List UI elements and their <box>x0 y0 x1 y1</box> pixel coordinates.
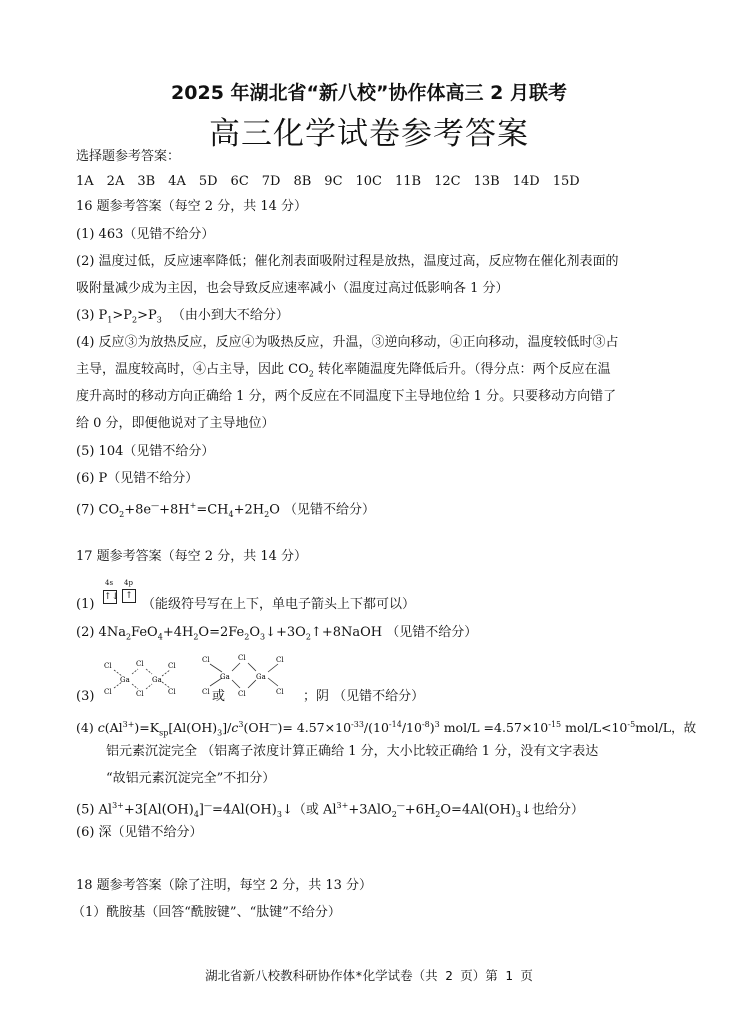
choice-heading: 选择题参考答案： <box>76 149 181 164</box>
q16-answer-3: (3) $P_1>P_2>P_3$ （由小到大不给分） <box>76 308 289 325</box>
answer-key-title: 高三化学试卷参考答案 <box>209 116 529 152</box>
q17-answer-4-line3: “故铝元素沉淀完全”不扣分） <box>106 771 276 786</box>
atom-cl: Cl <box>202 688 210 696</box>
choice-answer: 15D <box>552 174 580 189</box>
q17-answer-4-line1: (4) $c(Al^{3+})=K_{sp}[Al(OH)_3]/c^3(OH^—)= 4.57\times 10^{-33}/(10^{-14}/10^{-8})^3$ $mol/L =4.57\times 10^{-15}$ mol/$L<10^{-5}mol/L$，故 <box>76 720 697 738</box>
atom-cl: Cl <box>238 654 246 662</box>
q16-answer-2-line2: 吸附量减少成为主因，也会导致反应速率减小（温度过高过低影响各 1 分） <box>76 281 509 296</box>
q17-answer-3-or: 或 <box>212 689 226 704</box>
q16-answer-4-line2: 主导，温度较高时，④占主导，因此 $CO_2$ 转化率随温度先降低后升。（得分点：两个反应在温 <box>76 362 611 379</box>
choice-answer: 11B <box>395 174 422 189</box>
q16-heading: 16 题参考答案（每空 2 分，共 14 分） <box>76 199 308 214</box>
atom-ga: Ga <box>152 676 162 684</box>
q16-answer-7: (7) $CO_2+8e^—+8H^+=CH_4+2H_2O$ （见错不给分） <box>76 501 376 519</box>
q16-answer-1: (1) 463（见错不给分） <box>76 227 215 242</box>
q16-answer-4-line4: 给 0 分，即便他说对了主导地位） <box>76 416 275 431</box>
q16-answer-6: (6) P（见错不给分） <box>76 471 199 486</box>
q16-answer-5: (5) 104（见错不给分） <box>76 444 215 459</box>
q17-answer-3-note: ；阴 （见错不给分） <box>303 689 425 704</box>
atom-ga: Ga <box>220 673 230 681</box>
choice-answer: 4A <box>168 174 186 189</box>
atom-cl: Cl <box>136 690 144 698</box>
q18-answer-1: （1）酰胺基（回答“酰胺键”、“肽键”不给分） <box>72 905 341 920</box>
atom-cl: Cl <box>136 660 144 668</box>
atom-ga: Ga <box>256 673 266 681</box>
q17-answer-6: (6) 深（见错不给分） <box>76 825 203 840</box>
choice-answer: 6C <box>230 174 249 189</box>
orbital-4p-label: 4p <box>124 579 133 587</box>
orbital-4s-box: ↑↓ <box>104 592 120 602</box>
atom-cl: Cl <box>168 688 176 696</box>
atom-cl: Cl <box>276 656 284 664</box>
q18-heading: 18 题参考答案（除了注明，每空 2 分，共 13 分） <box>76 878 373 893</box>
q16-answer-4-line3: 度升高时的移动方向正确给 1 分，两个反应在不同温度下主导地位给 1 分。只要移动方向错了 <box>76 389 617 404</box>
q17-heading: 17 题参考答案（每空 2 分，共 14 分） <box>76 549 308 564</box>
ga2cl6-structure-1 <box>98 652 190 698</box>
atom-cl: Cl <box>202 656 210 664</box>
atom-cl: Cl <box>168 662 176 670</box>
atom-ga: Ga <box>120 676 130 684</box>
orbital-4s-label: 4s <box>105 579 114 587</box>
choice-answer: 9C <box>324 174 343 189</box>
atom-cl: Cl <box>276 688 284 696</box>
q17-answer-2: (2) $4Na_2FeO_4+4H_2O=2Fe_2O_3↓+3O_2↑+8NaOH$ （见错不给分） <box>76 625 478 642</box>
exam-title: 2025 年湖北省“新八校”协作体高三 2 月联考 <box>171 82 567 104</box>
ga2cl6-structure-2 <box>196 650 300 698</box>
q17-answer-5: (5) $Al^{3+}+3[Al(OH)_4]^—=4Al(OH)_3↓$（或 $Al^{3+}+3AlO_2^—+6H_2O=4Al(OH)_3↓$也给分） <box>76 801 584 819</box>
q17-answer-3-label: (3) <box>76 689 95 704</box>
atom-cl: Cl <box>104 662 112 670</box>
choice-answer: 14D <box>512 174 540 189</box>
choice-answer-list <box>76 174 593 189</box>
orbital-4p-box: ↑ <box>122 589 136 603</box>
choice-answer: 1A <box>76 174 94 189</box>
q16-answer-4-line1: (4) 反应③为放热反应，反应④为吸热反应，升温，③逆向移动，④正向移动，温度较低时③占 <box>76 335 619 350</box>
q17-answer-4-line2: 铝元素沉淀完全 （铝离子浓度计算正确给 1 分，大小比较正确给 1 分，没有文字表达 <box>106 744 599 759</box>
choice-answer: 8B <box>293 174 312 189</box>
q16-answer-2-line1: (2) 温度过低，反应速率降低；催化剂表面吸附过程是放热，温度过高，反应物在催化剂表面的 <box>76 254 619 269</box>
choice-answer: 7D <box>261 174 281 189</box>
q17-answer-1-label: (1) <box>76 597 95 612</box>
atom-cl: Cl <box>104 688 112 696</box>
choice-answer: 2A <box>106 174 125 189</box>
atom-cl: Cl <box>238 690 246 698</box>
choice-answer: 5D <box>198 174 218 189</box>
choice-answer: 10C <box>355 174 383 189</box>
page-footer: 湖北省新八校教科研协作体*化学试卷（共 2 页）第 1 页 <box>205 968 533 983</box>
choice-answer: 12C <box>434 174 461 189</box>
choice-answer: 13B <box>473 174 500 189</box>
choice-answer: 3B <box>137 174 156 189</box>
q17-answer-1-note: （能级符号写在上下，单电子箭头上下都可以） <box>142 597 416 612</box>
